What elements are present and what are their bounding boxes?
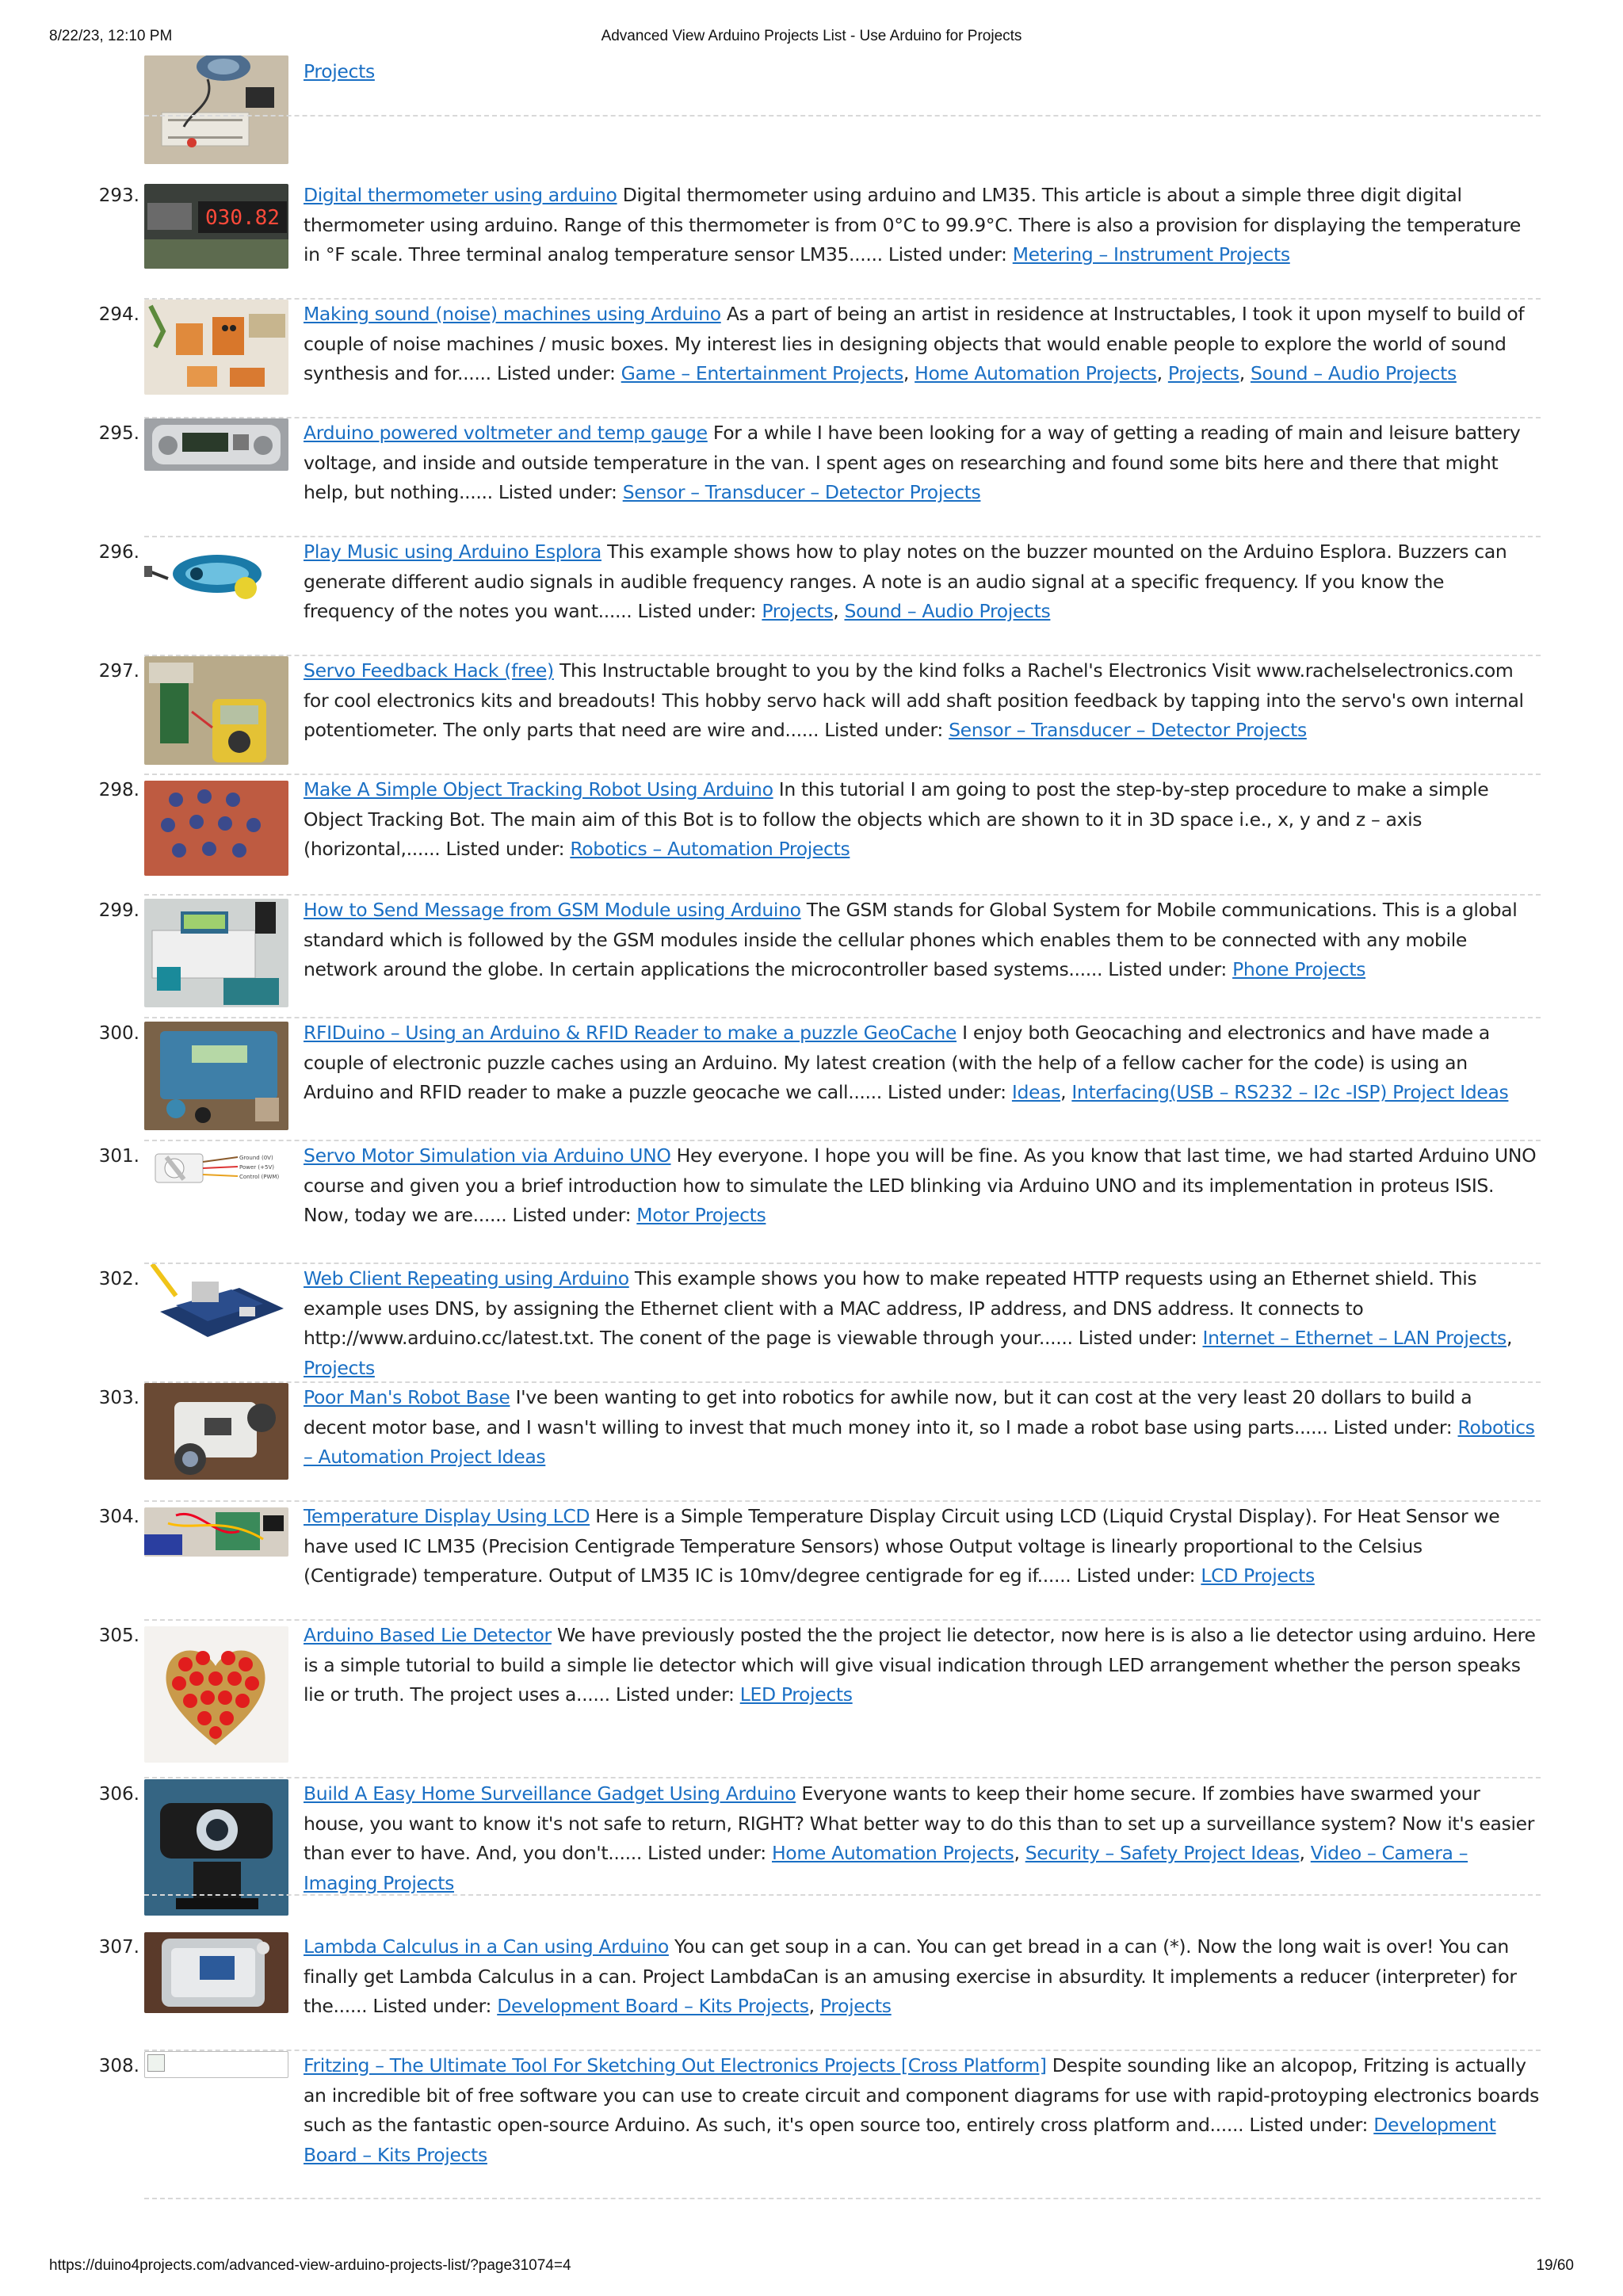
project-description: I enjoy both Geocaching and electronics and have made a couple of electronic puzzle caches using an Arduino. My latest creation (with the help of a fellow cacher for the code) is using an Arduino and RFID reader to make a puzzle geocache we call......: [304, 1022, 1490, 1103]
ir-board-photo[interactable]: [144, 781, 288, 876]
project-description: I've been wanting to get into robotics for awhile now, but it can cost at the very least 20 dollars to build a decent motor base, and I wasn't willing to invest that much money into it, so I made a robot base using parts......: [304, 1386, 1472, 1438]
item-number: 303.: [98, 1388, 139, 1408]
project-description: You can get soup in a can. You can get bread in a can (*). Now the long wait is over! You can finally get Lambda Calculus in a can. Project LambdaCan is an amusing exercise in absurdity. It implements a reducer (interpreter) for the......: [304, 1935, 1517, 2017]
svg-text:030.82: 030.82: [205, 206, 280, 230]
category-link[interactable]: LCD Projects: [1201, 1564, 1315, 1587]
category-link[interactable]: Projects: [762, 600, 834, 622]
category-link[interactable]: Sensor – Transducer – Detector Projects: [949, 719, 1307, 741]
listed-under-label: Listed under:: [498, 481, 617, 503]
listed-under-label: Listed under:: [372, 1995, 492, 2017]
item-number: 296.: [98, 542, 139, 563]
ethernet-shield-photo[interactable]: [144, 1264, 288, 1350]
category-link[interactable]: Robotics – Automation Projects: [570, 838, 850, 860]
category-link[interactable]: Sensor – Transducer – Detector Projects: [622, 481, 981, 503]
svg-text:Ground (0V): Ground (0V): [239, 1155, 273, 1161]
category-link[interactable]: Sound – Audio Projects: [844, 600, 1051, 622]
project-title-link[interactable]: Web Client Repeating using Arduino: [304, 1267, 629, 1289]
project-title-link[interactable]: Fritzing – The Ultimate Tool For Sketching Out Electronics Projects [Cross Platform]: [304, 2054, 1047, 2076]
van-gauge-photo[interactable]: [144, 418, 288, 471]
listed-under-label: Listed under:: [637, 600, 757, 622]
project-description: Everyone wants to keep their home secure. If zombies have swarmed your house, you want to know it's not safe to return, RIGHT? What better way to do this than to set up a surveillance system? Now it's easier than ever to have. And, you don't......: [304, 1782, 1535, 1864]
category-link[interactable]: Metering – Instrument Projects: [1012, 243, 1290, 266]
category-link[interactable]: Robotics – Automation Project Ideas: [304, 1415, 1535, 1468]
robot-base-photo[interactable]: [144, 1383, 288, 1480]
item-separator: [144, 1777, 1541, 1778]
svg-text:Power (+5V): Power (+5V): [239, 1164, 274, 1171]
category-link[interactable]: Interfacing(USB – RS232 – I2c -ISP) Project Ideas: [1071, 1081, 1509, 1103]
category-link[interactable]: Motor Projects: [636, 1204, 766, 1226]
category-link[interactable]: Phone Projects: [1232, 958, 1366, 980]
project-title-link[interactable]: Build A Easy Home Surveillance Gadget Using Arduino: [304, 1782, 796, 1805]
listed-under-label: Listed under:: [888, 243, 1007, 266]
item-number: 300.: [98, 1023, 139, 1044]
project-description: Despite sounding like an alcopop, Fritzing is actually an incredible bit of free software you can use to create circuit and component diagrams for use with rapid-protoyping electronics boards such as the fantastic open-source Arduino. As such, it's open source too, entirely cross platform and......: [304, 2054, 1540, 2136]
item-number: 294.: [98, 304, 139, 325]
item-number: 293.: [98, 185, 139, 206]
project-title-link[interactable]: Play Music using Arduino Esplora: [304, 541, 601, 563]
category-link[interactable]: Ideas: [1011, 1081, 1061, 1103]
esplora-photo[interactable]: [144, 547, 288, 607]
project-title-link[interactable]: Temperature Display Using LCD: [304, 1505, 590, 1527]
project-description: This Instructable brought to you by the kind folks a Rachel's Electronics Visit www.rachelselectronics.com for cool electronics kits and breadouts! This hobby servo hack will add shaft position feedback by tapping into the servo's own internal potentiometer. The only parts that need are wire and......: [304, 659, 1524, 741]
project-description: We have previously posted the the project lie detector, now here is is also a lie detector using arduino. Here is a simple tutorial to build a simple lie detector which will give visual indication through LED arrangement whether the person speaks lie or truth. The project uses a......: [304, 1624, 1536, 1706]
category-link[interactable]: Projects: [304, 60, 375, 82]
servo-diagram[interactable]: [144, 1146, 288, 1190]
listed-under-label: Listed under:: [1108, 958, 1227, 980]
multimeter-photo[interactable]: [144, 656, 288, 765]
project-title-link[interactable]: Lambda Calculus in a Can using Arduino: [304, 1935, 669, 1958]
print-page-title: Advanced View Arduino Projects List - Use Arduino for Projects: [601, 28, 1022, 44]
item-number: 306.: [98, 1784, 139, 1805]
item-number: 297.: [98, 661, 139, 682]
listed-under-label: Listed under:: [647, 1842, 766, 1864]
item-number: 299.: [98, 900, 139, 921]
seven-segment-display-photo[interactable]: [144, 184, 288, 269]
project-description: Hey everyone. I hope you will be fine. As you know that last time, we had started Arduino UNO course and given you a brief introduction how to simulate the LED blinking via Arduino UNO and its implementation in proteus ISIS. Now, today we are......: [304, 1144, 1537, 1226]
project-title-link[interactable]: Make A Simple Object Tracking Robot Using Arduino: [304, 778, 773, 800]
print-datetime: 8/22/23, 12:10 PM: [49, 28, 173, 44]
project-title-link[interactable]: Arduino powered voltmeter and temp gauge: [304, 422, 708, 444]
category-link[interactable]: Internet – Ethernet – LAN Projects: [1202, 1327, 1507, 1349]
project-title-link[interactable]: Servo Motor Simulation via Arduino UNO: [304, 1144, 671, 1167]
category-link[interactable]: Development Board – Kits Projects: [497, 1995, 809, 2017]
project-title-link[interactable]: RFIDuino – Using an Arduino & RFID Reader to make a puzzle GeoCache: [304, 1022, 957, 1044]
listed-under-label: Listed under:: [1076, 1564, 1196, 1587]
category-link[interactable]: Game – Entertainment Projects: [621, 362, 903, 384]
project-title-link[interactable]: Servo Feedback Hack (free): [304, 659, 554, 682]
category-link[interactable]: Home Automation Projects: [771, 1842, 1014, 1864]
item-number: 305.: [98, 1626, 139, 1646]
gsm-breadboard-photo[interactable]: [144, 899, 288, 1007]
project-description: Here is a Simple Temperature Display Circuit using LCD (Liquid Crystal Display). For Heat Sensor we have used IC LM35 (Precision Centigrade Temperature Sensors) whose Output voltage is linearly proportional to the Celsius (Centigrade) temperature. Output of LM35 IC is 10mv/degree centigrade for eg if......: [304, 1505, 1500, 1587]
category-link[interactable]: Video – Camera – Imaging Projects: [304, 1842, 1468, 1894]
breadboard-photo: [144, 55, 288, 164]
project-title-link[interactable]: Making sound (noise) machines using Arduino: [304, 303, 721, 325]
project-description: This example shows how to play notes on the buzzer mounted on the Arduino Esplora. Buzzers can generate different audio signals in audible frequency ranges. A note is an audio signal at a specific frequency. If you know the frequency of the notes you want......: [304, 541, 1507, 622]
item-separator: [144, 2198, 1541, 2199]
broken-image-icon: [144, 2051, 288, 2078]
item-number: 307.: [98, 1937, 139, 1958]
category-link[interactable]: Sound – Audio Projects: [1250, 362, 1457, 384]
listed-under-label: Listed under:: [1249, 2114, 1369, 2136]
category-link[interactable]: Security – Safety Project Ideas: [1025, 1842, 1300, 1864]
category-link[interactable]: Development Board – Kits Projects: [304, 2114, 1496, 2166]
item-separator: [144, 1894, 1541, 1896]
item-number: 304.: [98, 1507, 139, 1527]
project-title-link[interactable]: How to Send Message from GSM Module using Arduino: [304, 899, 801, 921]
can-photo[interactable]: [144, 1932, 288, 2013]
listed-under-label: Listed under:: [445, 838, 565, 860]
item-number: 298.: [98, 780, 139, 800]
item-number: 308.: [98, 2056, 139, 2076]
listed-under-label: Listed under:: [512, 1204, 632, 1226]
project-description: As a part of being an artist in residence at Instructables, I took it upon myself to build of couple of noise machines / music boxes. My interest lies in designing objects that would enable people to explore the world of sound synthesis and for......: [304, 303, 1525, 384]
print-page-number: 19/60: [1536, 2257, 1574, 2274]
category-link[interactable]: Home Automation Projects: [915, 362, 1157, 384]
project-description: For a while I have been looking for a way of getting a reading of main and leisure battery voltage, and inside and outside temperature in the van. I spent ages on researching and found some bits here and there that might help, but nothing......: [304, 422, 1521, 503]
print-url: https://duino4projects.com/advanced-view-arduino-projects-list/?page31074=4: [49, 2257, 571, 2274]
listed-under-label: Listed under:: [1078, 1327, 1197, 1349]
rfid-box-photo[interactable]: [144, 1022, 288, 1130]
project-title-link[interactable]: Poor Man's Robot Base: [304, 1386, 510, 1408]
listed-under-label: Listed under:: [888, 1081, 1006, 1103]
led-heart-photo[interactable]: [144, 1626, 288, 1763]
listed-under-label: Listed under:: [824, 719, 943, 741]
project-description: The GSM stands for Global System for Mobile communications. This is a global standard which is followed by the GSM modules inside the cellular phones which enables them to be connected with any mobile network around the globe. In certain applications the microcontroller based systems......: [304, 899, 1518, 980]
item-separator: [144, 115, 1541, 117]
category-link[interactable]: LED Projects: [739, 1683, 853, 1706]
category-link[interactable]: Projects: [304, 1356, 375, 1379]
item-number: 302.: [98, 1269, 139, 1289]
listed-under-label: Listed under:: [496, 362, 616, 384]
project-title-link[interactable]: Digital thermometer using arduino: [304, 184, 617, 206]
noise-machines-photo[interactable]: [144, 300, 288, 395]
item-number: 295.: [98, 423, 139, 444]
listed-under-label: Listed under:: [1333, 1415, 1453, 1438]
lcd-circuit-photo[interactable]: [144, 1507, 288, 1557]
item-number: 301.: [98, 1146, 139, 1167]
listed-under-label: Listed under:: [615, 1683, 735, 1706]
category-link[interactable]: Projects: [1167, 362, 1239, 384]
project-description: Digital thermometer using arduino and LM35. This article is about a simple three digit digital thermometer using arduino. Range of this thermometer is from 0°C to 99.9°C. There is also a provision for displaying the temperature in °F scale. Three terminal analog temperature sensor LM35......: [304, 184, 1521, 266]
svg-text:Control (PWM): Control (PWM): [239, 1174, 280, 1180]
project-title-link[interactable]: Arduino Based Lie Detector: [304, 1624, 552, 1646]
project-description: This example shows you how to make repeated HTTP requests using an Ethernet shield. This example uses DNS, by assigning the Ethernet client with a MAC address, IP address, and DNS address. It connects to http://www.arduino.cc/latest.txt. The conent of the page is viewable through your......: [304, 1267, 1477, 1349]
project-description: In this tutorial I am going to post the step-by-step procedure to make a simple Object Tracking Bot. The main aim of this Bot is to follow the objects which are shown to it in 3D space i.e., x, y and z – axis (horizontal,......: [304, 778, 1489, 860]
category-link[interactable]: Projects: [819, 1995, 892, 2017]
